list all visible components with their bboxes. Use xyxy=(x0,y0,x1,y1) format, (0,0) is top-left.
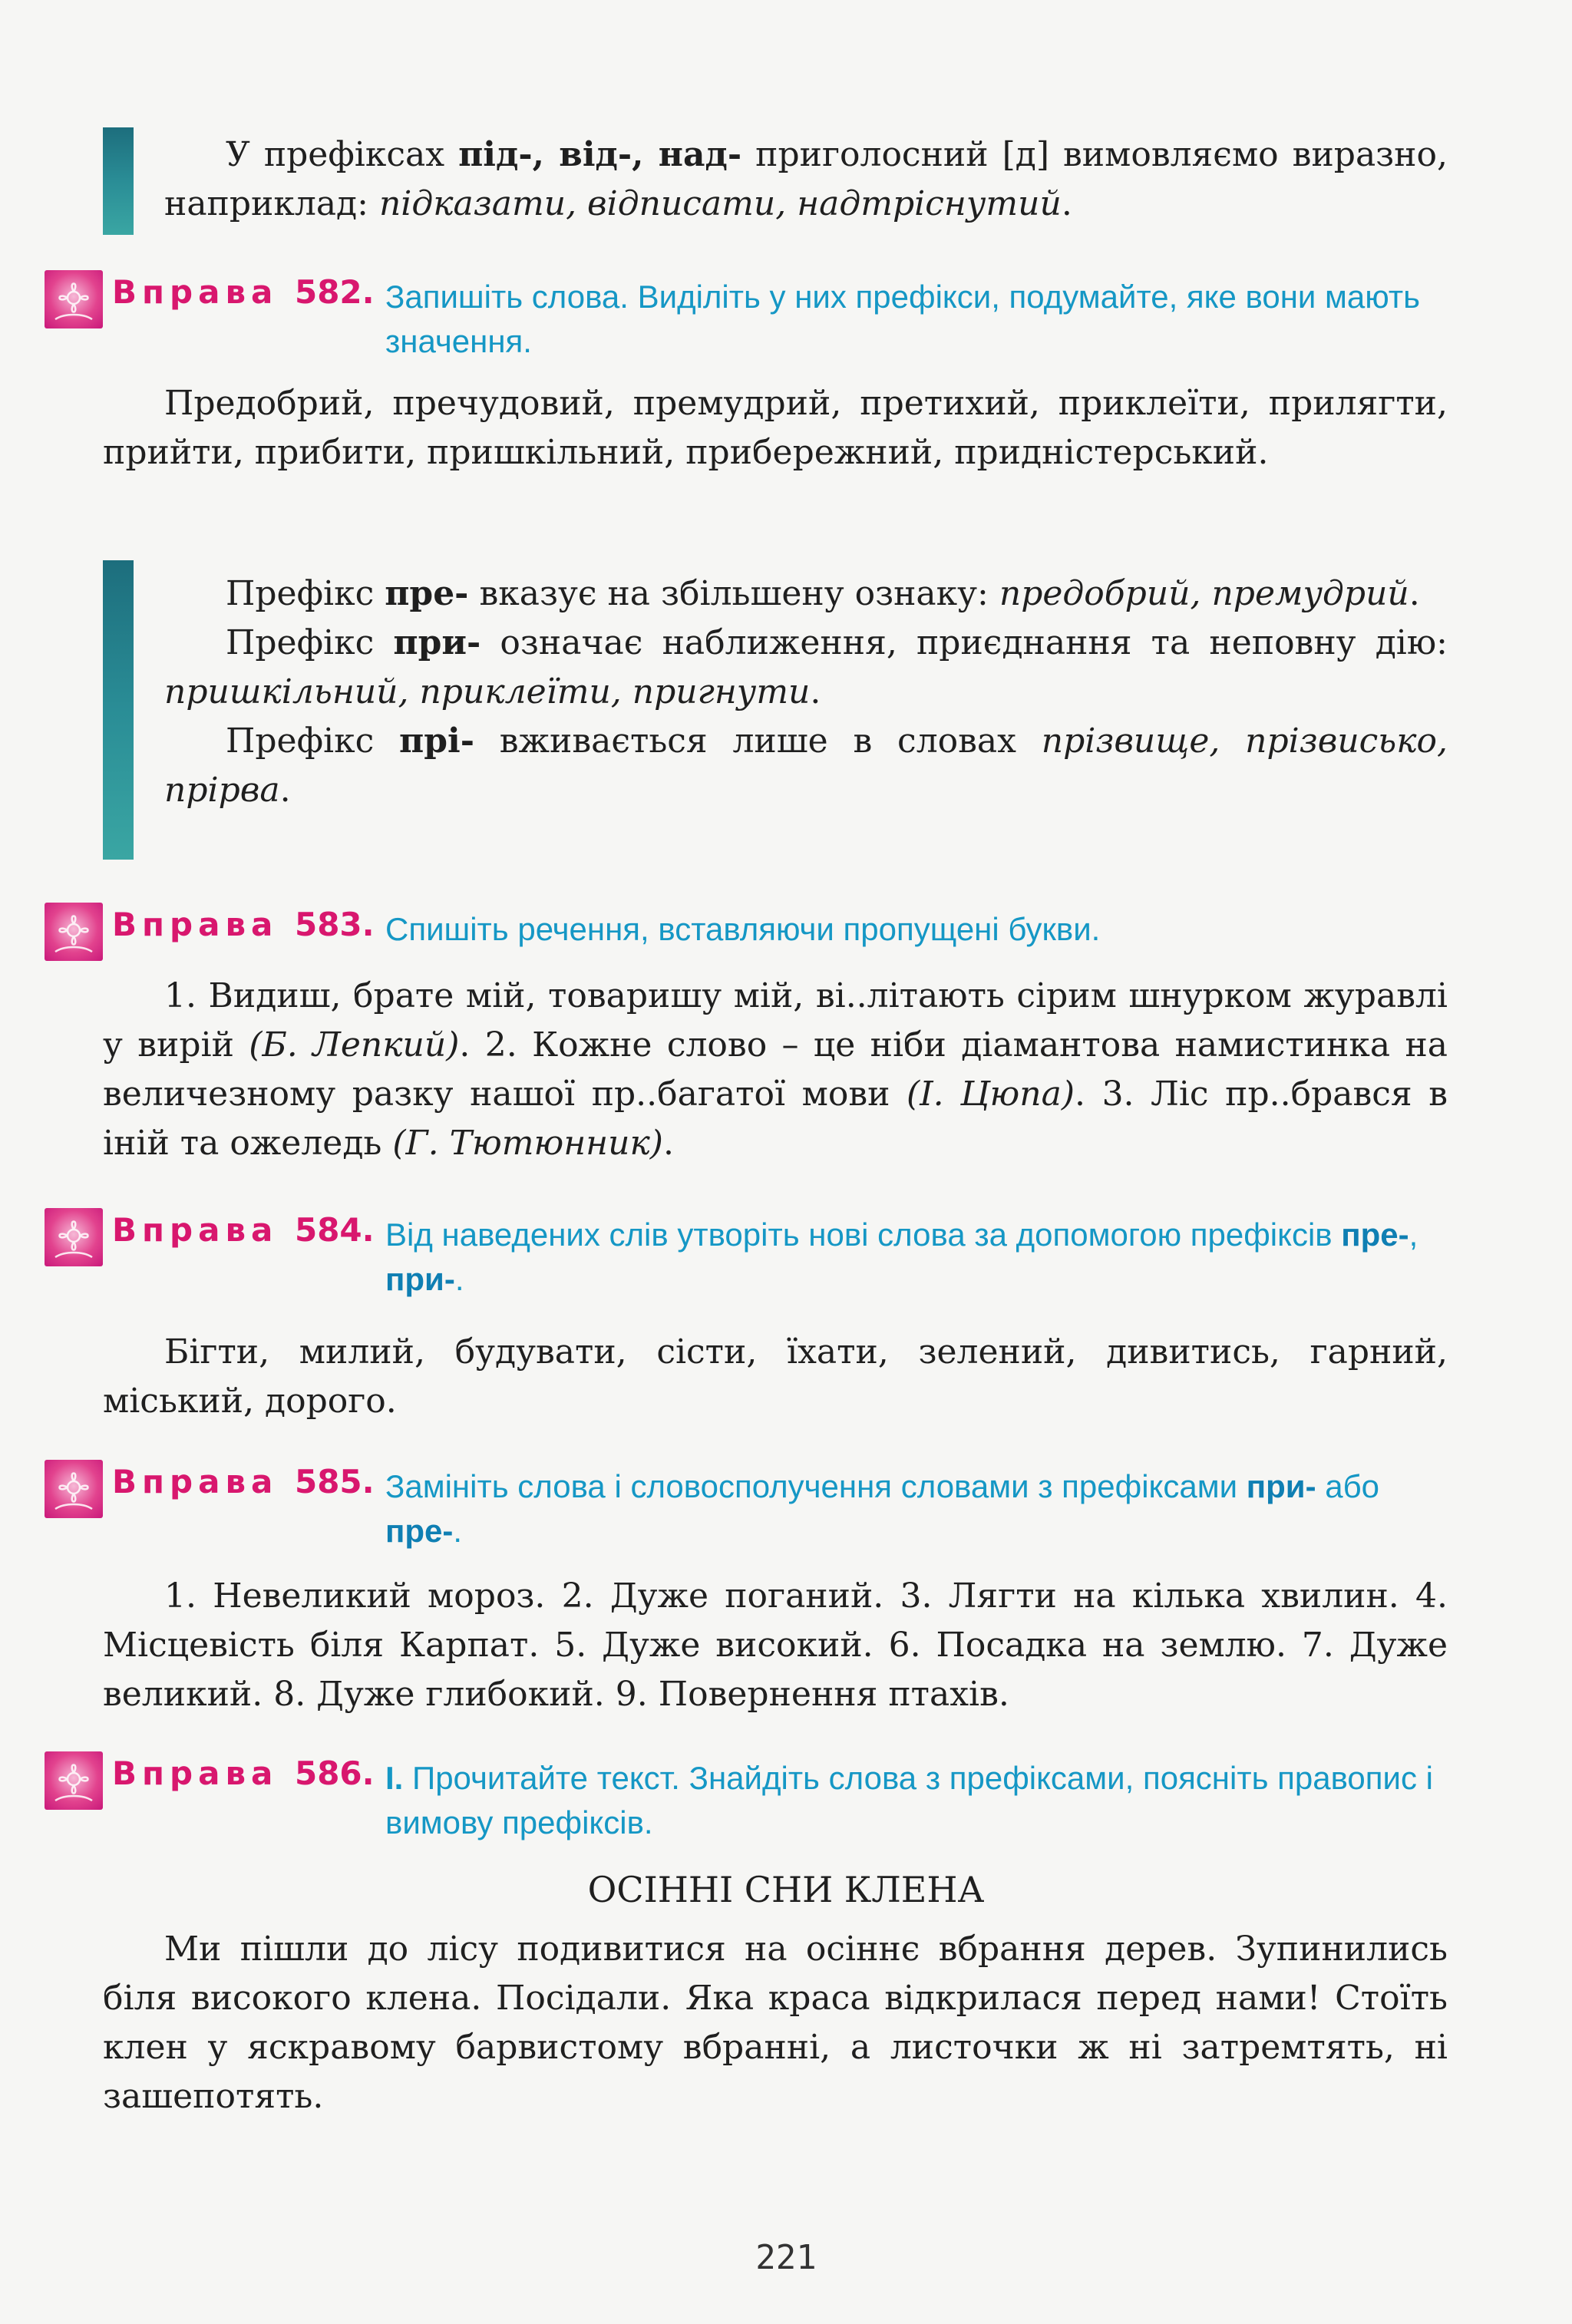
exercise-number: 582. xyxy=(294,273,375,311)
page-number: 221 xyxy=(755,2238,817,2277)
exercise-label: Вправа xyxy=(112,1211,279,1249)
exercise-task: Спишіть речення, вставляючи пропущені букви. xyxy=(385,911,1101,947)
exercise-label: Вправа xyxy=(112,273,279,311)
exercise-number: 583. xyxy=(294,906,375,943)
rule-box-pid-vid-nad xyxy=(103,127,1448,235)
exercise-label: Вправа xyxy=(112,1755,279,1792)
rule-text: Префікс пре- вказує на збільшену ознаку: предобрий, премудрий. Префікс при- означає наближення, приєднання та неповну дію: пришкільний, приклеїти, пригнути. Префікс прі- вживається лише в словах прізвище, прізвисько, прірва. xyxy=(164,574,1448,810)
text-title: ОСІННІ СНИ КЛЕНА xyxy=(587,1869,985,1910)
flower-icon xyxy=(45,1751,103,1810)
exercise-584-header xyxy=(45,1208,1451,1308)
flower-icon xyxy=(45,270,103,328)
flower-icon xyxy=(45,903,103,961)
exercise-task: Запишіть слова. Виділіть у них префікси, подумайте, яке вони мають значення. xyxy=(385,279,1420,359)
exercise-582-text: Предобрий, пречудовий, премудрий, претихий, приклеїти, прилягти, прийти, прибити, пришкільний, прибережний, придністерський. xyxy=(103,384,1448,472)
author-citation: (Б. Лепкий) xyxy=(249,1025,460,1065)
flower-icon xyxy=(45,1208,103,1266)
author-citation: (Г. Тютюнник) xyxy=(392,1124,663,1163)
exercise-task: Замініть слова і словосполучення словами з префіксами при- або пре-. xyxy=(385,1468,1380,1549)
rule-text: У префіксах під-, від-, над- приголосний [д] вимовляємо виразно, наприклад: підказати, відписати, надтріснутий. xyxy=(164,135,1448,223)
exercise-586-header xyxy=(45,1751,1451,1851)
prefix-term: під-, від-, над- xyxy=(458,135,742,174)
exercise-586-text: Ми пішли до лісу подивитися на осіннє вбрання дерев. Зупинились біля високого клена. Посідали. Яка краса відкрилася перед нами! Стоїть клен у яскравому барвистому вбранні, а листочки ж ні затремтять, ні зашепотять. xyxy=(103,1930,1448,2116)
rule-examples: підказати, відписати, надтріснутий xyxy=(378,184,1062,223)
exercise-582-header xyxy=(45,270,1451,370)
exercise-task: Від наведених слів утворіть нові слова за допомогою префіксів пре-, при-. xyxy=(385,1216,1418,1297)
rule-bar xyxy=(103,127,134,235)
author-citation: (І. Цюпа) xyxy=(907,1075,1075,1114)
exercise-label: Вправа xyxy=(112,906,279,943)
exercise-584-text: Бігти, милий, будувати, сісти, їхати, зелений, дивитись, гарний, міський, дорого. xyxy=(103,1332,1448,1421)
exercise-number: 584. xyxy=(294,1211,375,1249)
exercise-label: Вправа xyxy=(112,1463,279,1500)
rule-bar xyxy=(103,560,134,860)
exercise-585-text: 1. Невеликий мороз. 2. Дуже поганий. 3. Лягти на кілька хвилин. 4. Місцевість біля Карпат. 5. Дуже високий. 6. Посадка на землю. 7. Дуже великий. 8. Дуже глибокий. 9. Повернення птахів. xyxy=(103,1576,1448,1714)
exercise-task: I. Прочитайте текст. Знайдіть слова з префіксами, поясніть правопис і вимову префіксів. xyxy=(385,1760,1433,1840)
exercise-583-header xyxy=(45,903,1451,964)
exercise-number: 586. xyxy=(294,1755,375,1792)
exercise-number: 585. xyxy=(294,1463,375,1500)
flower-icon xyxy=(45,1460,103,1518)
rule-box-pre-pry-pri xyxy=(103,560,1448,860)
exercise-585-header xyxy=(45,1460,1451,1560)
exercise-583-text: 1. Видиш, брате мій, товаришу мій, ві..літають сірим шнурком журавлі у вирій (Б. Лепкий). 2. Кожне слово – це ніби діамантова намистинка на величезному разку нашої пр..багатої мови (І. Цюпа). 3. Ліс пр..брався в іній та ожеледь (Г. Тютюнник). xyxy=(103,976,1448,1163)
